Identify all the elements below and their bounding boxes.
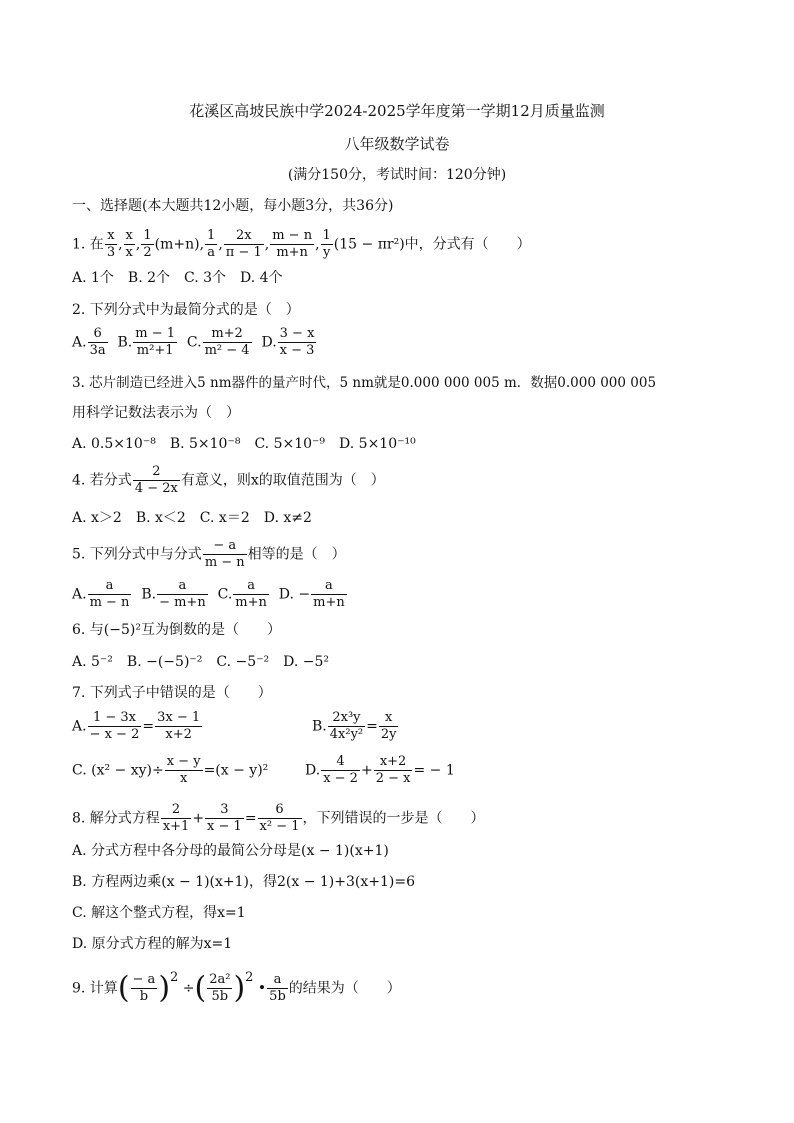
exam-subtitle: 八年级数学试卷 <box>344 135 450 153</box>
q8-option-c: C. 解这个整式方程，得x=1 <box>72 905 246 921</box>
q2-option-b-fraction: $\frac{m - 1}{\text{m²+1}}$ <box>135 326 176 358</box>
q1-prefix: 1. 在 <box>72 236 104 253</box>
q4-fraction: $\frac{2}{4 - 2x}$ <box>134 464 178 496</box>
q7-option-c: C. (x² − xy)÷ $\frac{x - y}{x}$ =(x − y)² <box>72 754 269 786</box>
q7-option-d: D. $\frac{4}{x - 2}$ + $\frac{x+2}{2 - x}$ = − 1 <box>305 754 455 786</box>
q5-option-d-fraction: $\frac{a}{m+n}$ <box>313 578 345 610</box>
q5-fraction: $\frac{- a}{m - n}$ <box>204 538 245 570</box>
q5-option-b-fraction: $\frac{a}{- m+n}$ <box>159 578 206 610</box>
question-5: 5. 下列分式中与分式 $\frac{- a}{m - n}$ 相等的是（ ） <box>72 538 346 570</box>
q7-option-b: B. $\frac{\text{2x³y}}{\text{4x²y²}}$ = $\frac{x}{2y}$ <box>312 710 397 742</box>
q1-fraction-5: $\frac{2x}{\pi - 1}$ <box>225 228 262 260</box>
q2-option-a-fraction: $\frac{6}{3a}$ <box>89 326 106 358</box>
q8-option-d: D. 原分式方程的解为x=1 <box>72 936 233 952</box>
q3-stem-line-2: 用科学记数法表示为（ ） <box>72 405 240 421</box>
q6-options: A. 5⁻² B. −(−5)⁻² C. −5⁻² D. −5² <box>72 654 330 670</box>
exam-title: 花溪区高坡民族中学2024-2025学年度第一学期12月质量监测 <box>189 102 605 120</box>
q3-options: A. 0.5×10⁻⁸ B. 5×10⁻⁸ C. 5×10⁻⁹ D. 5×10⁻¹⁰ <box>72 436 416 452</box>
q8-option-b: B. 方程两边乘(x − 1)(x+1)，得2(x − 1)+3(x+1)=6 <box>72 874 415 890</box>
q2-stem: 2. 下列分式中为最简分式的是（ ） <box>72 302 300 318</box>
q1-options: A. 1个 B. 2个 C. 3个 D. 4个 <box>72 270 283 286</box>
q4-options: A. x＞2 B. x＜2 C. x＝2 D. x≠2 <box>72 510 312 526</box>
question-8: 8. 解分式方程 $\frac{2}{x+1}$ + $\frac{3}{x - 1}$ = $\frac{6}{\text{x² − 1}}$ ，下列错误的一步是（ ） <box>72 802 485 834</box>
q5-option-a-fraction: $\frac{a}{m - n}$ <box>89 578 130 610</box>
exam-note: (满分150分，考试时间：120分钟) <box>287 167 507 183</box>
q1-fraction-4: $\frac{1}{a}$ <box>207 228 216 260</box>
q1-suffix: 中，分式有（ ） <box>404 236 531 253</box>
q1-fraction-2: $\frac{x}{x}$ <box>125 228 133 260</box>
q2-options: A. $\frac{6}{3a}$ B. $\frac{m - 1}{\text{m²+1}}$ C. $\frac{m+2}{\text{m² − 4}}$ D. $\frac{3 - x}{x - 3}$ <box>72 326 315 358</box>
question-1: 1. 在 $\frac{x}{3}$ , $\frac{x}{x}$ , $\frac{1}{2}$ (m+n), $\frac{1}{a}$ , $\frac{2x}{\pi - 1}$ , $\frac{m - n}{m+n}$ , $\frac{1}{y}$ (15 − πr²)中，分式有（ ） <box>72 228 531 260</box>
q6-stem: 6. 与(−5)²互为倒数的是（ ） <box>72 622 281 638</box>
q7-stem: 7. 下列式子中错误的是（ ） <box>72 685 272 701</box>
q1-fraction-6: $\frac{m - n}{m+n}$ <box>272 228 313 260</box>
q1-fraction-3: $\frac{1}{2}$ <box>143 228 152 260</box>
q3-stem-line-1: 3. 芯片制造已经进入5 nm器件的量产时代，5 nm就是0.000 000 005 m．数据0.000 000 005 <box>72 375 657 391</box>
q2-option-d-fraction: $\frac{3 - x}{x - 3}$ <box>279 326 315 358</box>
q5-options: A. $\frac{a}{m - n}$ B. $\frac{a}{- m+n}$ C. $\frac{a}{m+n}$ D. − $\frac{a}{m+n}$ <box>72 578 345 610</box>
question-9: 9. 计算( $\frac{- a}{b}$ )2 ÷( $\frac{\text{2a²}}{5b}$ )2 • $\frac{a}{5b}$ 的结果为（ ） <box>72 970 401 1006</box>
q2-option-c-fraction: $\frac{m+2}{\text{m² − 4}}$ <box>204 326 250 358</box>
question-4: 4. 若分式 $\frac{2}{4 - 2x}$ 有意义，则x的取值范围为（ ） <box>72 464 385 496</box>
q7-option-a: A. $\frac{1 - 3x}{- x - 2}$ = $\frac{3x - 1}{x+2}$ <box>72 710 201 742</box>
q5-option-c-fraction: $\frac{a}{m+n}$ <box>235 578 267 610</box>
q1-fraction-1: $\frac{x}{3}$ <box>106 228 116 260</box>
q8-option-a: A. 分式方程中各分母的最简公分母是(x − 1)(x+1) <box>72 843 389 859</box>
q1-fraction-7: $\frac{1}{y}$ <box>322 228 331 260</box>
section-heading: 一、选择题(本大题共12小题，每小题3分，共36分) <box>72 198 394 214</box>
